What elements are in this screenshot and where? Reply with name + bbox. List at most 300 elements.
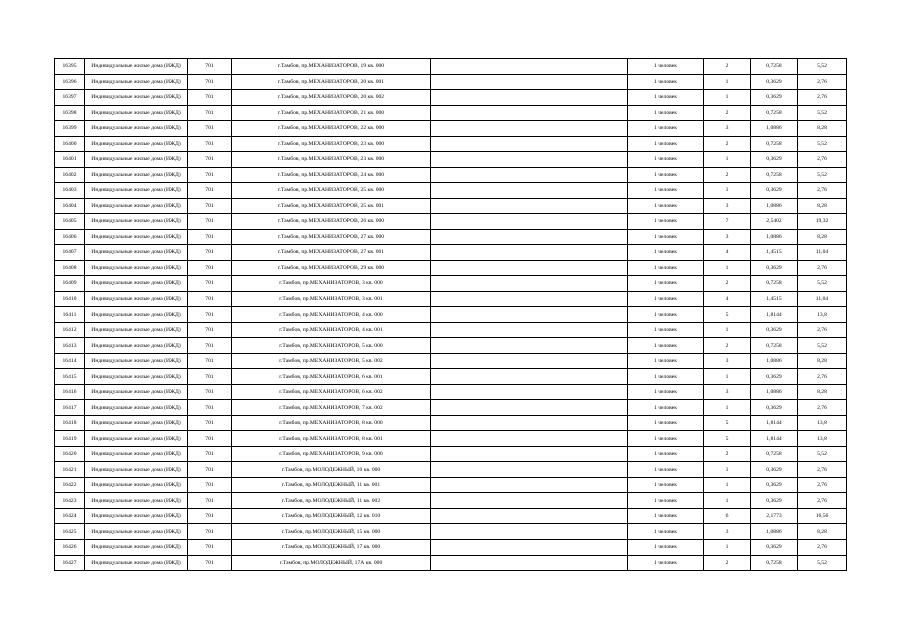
value-cell: 13,8: [798, 431, 847, 447]
address-cell: г.Тамбов, пр.МЕХАНИЗАТОРОВ, 3 кв. 001: [232, 291, 431, 307]
record-id-cell: 16395: [55, 59, 85, 75]
code-cell: 701: [188, 105, 232, 121]
table-row: [55, 322, 847, 338]
code-cell: 701: [188, 74, 232, 90]
address-cell: г.Тамбов, пр.МЕХАНИЗАТОРОВ, 29 кв. 000: [232, 260, 431, 276]
value-cell: 2,76: [798, 74, 847, 90]
value-cell: 13,8: [798, 307, 847, 323]
volume-cell: 0,3629: [751, 322, 798, 338]
value-cell: 2,76: [798, 369, 847, 385]
volume-cell: 1,8144: [751, 415, 798, 431]
record-id-cell: 16396: [55, 74, 85, 90]
table-row: [55, 214, 847, 230]
unit-cell: 1 человек: [628, 431, 704, 447]
unit-cell: 1 человек: [628, 384, 704, 400]
count-cell: 2: [704, 276, 751, 292]
volume-cell: 0,3629: [751, 493, 798, 509]
volume-cell: 1,0886: [751, 384, 798, 400]
code-cell: 701: [188, 59, 232, 75]
unit-cell: 1 человек: [628, 415, 704, 431]
code-cell: 701: [188, 260, 232, 276]
unit-cell: 1 человек: [628, 539, 704, 555]
table-row: [55, 276, 847, 292]
record-id-cell: 16407: [55, 245, 85, 261]
unit-cell: 1 человек: [628, 260, 704, 276]
count-cell: 4: [704, 245, 751, 261]
address-cell: г.Тамбов, пр.МЕХАНИЗАТОРОВ, 3 кв. 000: [232, 276, 431, 292]
record-id-cell: 16415: [55, 369, 85, 385]
address-cell: г.Тамбов, пр.МЕХАНИЗАТОРОВ, 27 кв. 000: [232, 229, 431, 245]
empty-cell: [431, 524, 628, 540]
value-cell: 8,28: [798, 229, 847, 245]
record-id-cell: 16400: [55, 136, 85, 152]
record-id-cell: 16413: [55, 338, 85, 354]
unit-cell: 1 человек: [628, 555, 704, 571]
value-cell: 2,76: [798, 322, 847, 338]
empty-cell: [431, 338, 628, 354]
building-type-cell: Индивидуальные жилые дома (ИЖД): [85, 59, 188, 75]
table-row: [55, 152, 847, 168]
count-cell: 2: [704, 105, 751, 121]
address-cell: г.Тамбов, пр.МЕХАНИЗАТОРОВ, 5 кв. 000: [232, 338, 431, 354]
empty-cell: [431, 74, 628, 90]
count-cell: 1: [704, 183, 751, 199]
address-cell: г.Тамбов, пр.МЕХАНИЗАТОРОВ, 21 кв. 000: [232, 105, 431, 121]
record-id-cell: 16398: [55, 105, 85, 121]
record-id-cell: 16418: [55, 415, 85, 431]
value-cell: 5,52: [798, 167, 847, 183]
volume-cell: 0,3629: [751, 369, 798, 385]
code-cell: 701: [188, 353, 232, 369]
count-cell: 5: [704, 415, 751, 431]
address-cell: г.Тамбов, пр.МЕХАНИЗАТОРОВ, 8 кв. 000: [232, 415, 431, 431]
record-id-cell: 16399: [55, 121, 85, 137]
address-cell: г.Тамбов, пр.МЕХАНИЗАТОРОВ, 8 кв. 001: [232, 431, 431, 447]
empty-cell: [431, 477, 628, 493]
code-cell: 701: [188, 198, 232, 214]
record-id-cell: 16405: [55, 214, 85, 230]
volume-cell: 0,3629: [751, 183, 798, 199]
building-type-cell: Индивидуальные жилые дома (ИЖД): [85, 384, 188, 400]
empty-cell: [431, 90, 628, 106]
record-id-cell: 16426: [55, 539, 85, 555]
code-cell: 701: [188, 400, 232, 416]
value-cell: 2,76: [798, 477, 847, 493]
value-cell: 2,76: [798, 539, 847, 555]
unit-cell: 1 человек: [628, 245, 704, 261]
count-cell: 5: [704, 431, 751, 447]
value-cell: 2,76: [798, 462, 847, 478]
code-cell: 701: [188, 338, 232, 354]
address-cell: г.Тамбов, пр.МЕХАНИЗАТОРОВ, 4 кв. 001: [232, 322, 431, 338]
building-type-cell: Индивидуальные жилые дома (ИЖД): [85, 90, 188, 106]
count-cell: 1: [704, 462, 751, 478]
code-cell: 701: [188, 121, 232, 137]
address-cell: г.Тамбов, пр.МЕХАНИЗАТОРОВ, 23 кв. 000: [232, 152, 431, 168]
empty-cell: [431, 214, 628, 230]
volume-cell: 1,0886: [751, 198, 798, 214]
table-row: [55, 121, 847, 137]
count-cell: 3: [704, 524, 751, 540]
value-cell: 11,04: [798, 245, 847, 261]
address-cell: г.Тамбов, пр.МЕХАНИЗАТОРОВ, 26 кв. 000: [232, 214, 431, 230]
volume-cell: 1,0886: [751, 524, 798, 540]
volume-cell: 0,3629: [751, 152, 798, 168]
address-cell: г.Тамбов, пр.МЕХАНИЗАТОРОВ, 23 кв. 000: [232, 136, 431, 152]
empty-cell: [431, 369, 628, 385]
address-cell: г.Тамбов, пр.МОЛОДЕЖНЫЙ, 11 кв. 001: [232, 477, 431, 493]
value-cell: 5,52: [798, 105, 847, 121]
count-cell: 2: [704, 167, 751, 183]
volume-cell: 0,7258: [751, 555, 798, 571]
unit-cell: 1 человек: [628, 74, 704, 90]
record-id-cell: 16412: [55, 322, 85, 338]
record-id-cell: 16419: [55, 431, 85, 447]
volume-cell: 1,0886: [751, 229, 798, 245]
address-cell: г.Тамбов, пр.МЕХАНИЗАТОРОВ, 20 кв. 002: [232, 90, 431, 106]
unit-cell: 1 человек: [628, 105, 704, 121]
code-cell: 701: [188, 214, 232, 230]
building-type-cell: Индивидуальные жилые дома (ИЖД): [85, 477, 188, 493]
code-cell: 701: [188, 446, 232, 462]
count-cell: 2: [704, 136, 751, 152]
table-row: [55, 369, 847, 385]
table-row: [55, 291, 847, 307]
count-cell: 3: [704, 384, 751, 400]
volume-cell: 0,7258: [751, 105, 798, 121]
table-row: [55, 539, 847, 555]
building-type-cell: Индивидуальные жилые дома (ИЖД): [85, 245, 188, 261]
value-cell: 8,28: [798, 384, 847, 400]
unit-cell: 1 человек: [628, 167, 704, 183]
building-type-cell: Индивидуальные жилые дома (ИЖД): [85, 322, 188, 338]
building-type-cell: Индивидуальные жилые дома (ИЖД): [85, 198, 188, 214]
table-row: [55, 493, 847, 509]
volume-cell: 1,4515: [751, 291, 798, 307]
count-cell: 2: [704, 555, 751, 571]
table-body: [55, 59, 847, 571]
table-row: [55, 198, 847, 214]
table-row: [55, 90, 847, 106]
building-type-cell: Индивидуальные жилые дома (ИЖД): [85, 136, 188, 152]
volume-cell: 0,7258: [751, 167, 798, 183]
code-cell: 701: [188, 384, 232, 400]
count-cell: 3: [704, 353, 751, 369]
unit-cell: 1 человек: [628, 493, 704, 509]
record-id-cell: 16424: [55, 508, 85, 524]
table-row: [55, 353, 847, 369]
empty-cell: [431, 136, 628, 152]
unit-cell: 1 человек: [628, 136, 704, 152]
count-cell: 1: [704, 477, 751, 493]
table-row: [55, 260, 847, 276]
value-cell: 19,32: [798, 214, 847, 230]
empty-cell: [431, 183, 628, 199]
table-row: [55, 183, 847, 199]
table-row: [55, 431, 847, 447]
building-type-cell: Индивидуальные жилые дома (ИЖД): [85, 260, 188, 276]
record-id-cell: 16406: [55, 229, 85, 245]
volume-cell: 2,1773: [751, 508, 798, 524]
empty-cell: [431, 353, 628, 369]
count-cell: 1: [704, 400, 751, 416]
volume-cell: 1,0886: [751, 121, 798, 137]
unit-cell: 1 человек: [628, 322, 704, 338]
count-cell: 5: [704, 307, 751, 323]
count-cell: 6: [704, 508, 751, 524]
address-cell: г.Тамбов, пр.МОЛОДЕЖНЫЙ, 11 кв. 002: [232, 493, 431, 509]
value-cell: 16,56: [798, 508, 847, 524]
record-id-cell: 16423: [55, 493, 85, 509]
value-cell: 8,28: [798, 353, 847, 369]
volume-cell: 1,8144: [751, 431, 798, 447]
code-cell: 701: [188, 152, 232, 168]
record-id-cell: 16403: [55, 183, 85, 199]
unit-cell: 1 человек: [628, 214, 704, 230]
table-row: [55, 229, 847, 245]
volume-cell: 1,8144: [751, 307, 798, 323]
address-cell: г.Тамбов, пр.МЕХАНИЗАТОРОВ, 24 кв. 000: [232, 167, 431, 183]
unit-cell: 1 человек: [628, 462, 704, 478]
code-cell: 701: [188, 508, 232, 524]
building-type-cell: Индивидуальные жилые дома (ИЖД): [85, 353, 188, 369]
code-cell: 701: [188, 539, 232, 555]
address-cell: г.Тамбов, пр.МЕХАНИЗАТОРОВ, 7 кв. 002: [232, 400, 431, 416]
unit-cell: 1 человек: [628, 524, 704, 540]
value-cell: 13,8: [798, 415, 847, 431]
value-cell: 5,52: [798, 59, 847, 75]
record-id-cell: 16421: [55, 462, 85, 478]
address-cell: г.Тамбов, пр.МЕХАНИЗАТОРОВ, 5 кв. 002: [232, 353, 431, 369]
value-cell: 8,28: [798, 198, 847, 214]
record-id-cell: 16425: [55, 524, 85, 540]
count-cell: 1: [704, 152, 751, 168]
code-cell: 701: [188, 322, 232, 338]
value-cell: 2,76: [798, 90, 847, 106]
table-row: [55, 555, 847, 571]
table-row: [55, 105, 847, 121]
empty-cell: [431, 167, 628, 183]
value-cell: 2,76: [798, 400, 847, 416]
empty-cell: [431, 555, 628, 571]
building-type-cell: Индивидуальные жилые дома (ИЖД): [85, 446, 188, 462]
empty-cell: [431, 539, 628, 555]
count-cell: 1: [704, 322, 751, 338]
table-row: [55, 307, 847, 323]
building-type-cell: Индивидуальные жилые дома (ИЖД): [85, 369, 188, 385]
building-type-cell: Индивидуальные жилые дома (ИЖД): [85, 555, 188, 571]
address-cell: г.Тамбов, пр.МЕХАНИЗАТОРОВ, 4 кв. 000: [232, 307, 431, 323]
unit-cell: 1 человек: [628, 508, 704, 524]
building-type-cell: Индивидуальные жилые дома (ИЖД): [85, 183, 188, 199]
unit-cell: 1 человек: [628, 59, 704, 75]
record-id-cell: 16417: [55, 400, 85, 416]
count-cell: 3: [704, 229, 751, 245]
address-cell: г.Тамбов, пр.МЕХАНИЗАТОРОВ, 22 кв. 000: [232, 121, 431, 137]
address-cell: г.Тамбов, пр.МЕХАНИЗАТОРОВ, 19 кв. 000: [232, 59, 431, 75]
code-cell: 701: [188, 369, 232, 385]
code-cell: 701: [188, 462, 232, 478]
address-cell: г.Тамбов, пр.МОЛОДЕЖНЫЙ, 10 кв. 000: [232, 462, 431, 478]
volume-cell: 0,3629: [751, 74, 798, 90]
record-id-cell: 16422: [55, 477, 85, 493]
code-cell: 701: [188, 493, 232, 509]
code-cell: 701: [188, 136, 232, 152]
empty-cell: [431, 431, 628, 447]
address-cell: г.Тамбов, пр.МЕХАНИЗАТОРОВ, 6 кв. 002: [232, 384, 431, 400]
building-type-cell: Индивидуальные жилые дома (ИЖД): [85, 276, 188, 292]
volume-cell: 0,3629: [751, 477, 798, 493]
value-cell: 2,76: [798, 260, 847, 276]
code-cell: 701: [188, 245, 232, 261]
building-type-cell: Индивидуальные жилые дома (ИЖД): [85, 152, 188, 168]
table-row: [55, 74, 847, 90]
count-cell: 2: [704, 446, 751, 462]
code-cell: 701: [188, 524, 232, 540]
volume-cell: 0,3629: [751, 462, 798, 478]
building-type-cell: Индивидуальные жилые дома (ИЖД): [85, 74, 188, 90]
table-row: [55, 524, 847, 540]
count-cell: 1: [704, 260, 751, 276]
empty-cell: [431, 384, 628, 400]
building-type-cell: Индивидуальные жилые дома (ИЖД): [85, 307, 188, 323]
value-cell: 8,28: [798, 121, 847, 137]
address-cell: г.Тамбов, пр.МОЛОДЕЖНЫЙ, 12 кв. 010: [232, 508, 431, 524]
record-id-cell: 16397: [55, 90, 85, 106]
unit-cell: 1 человек: [628, 400, 704, 416]
empty-cell: [431, 508, 628, 524]
empty-cell: [431, 105, 628, 121]
code-cell: 701: [188, 415, 232, 431]
volume-cell: 0,7258: [751, 338, 798, 354]
table-row: [55, 59, 847, 75]
volume-cell: 0,3629: [751, 260, 798, 276]
unit-cell: 1 человек: [628, 477, 704, 493]
building-type-cell: Индивидуальные жилые дома (ИЖД): [85, 338, 188, 354]
building-type-cell: Индивидуальные жилые дома (ИЖД): [85, 291, 188, 307]
address-cell: г.Тамбов, пр.МОЛОДЕЖНЫЙ, 15 кв. 000: [232, 524, 431, 540]
building-type-cell: Индивидуальные жилые дома (ИЖД): [85, 431, 188, 447]
code-cell: 701: [188, 431, 232, 447]
unit-cell: 1 человек: [628, 338, 704, 354]
count-cell: 3: [704, 121, 751, 137]
registry-table: [54, 58, 847, 571]
empty-cell: [431, 152, 628, 168]
volume-cell: 2,5402: [751, 214, 798, 230]
code-cell: 701: [188, 229, 232, 245]
count-cell: 1: [704, 539, 751, 555]
code-cell: 701: [188, 276, 232, 292]
record-id-cell: 16420: [55, 446, 85, 462]
address-cell: г.Тамбов, пр.МЕХАНИЗАТОРОВ, 6 кв. 001: [232, 369, 431, 385]
address-cell: г.Тамбов, пр.МЕХАНИЗАТОРОВ, 25 кв. 000: [232, 183, 431, 199]
unit-cell: 1 человек: [628, 229, 704, 245]
building-type-cell: Индивидуальные жилые дома (ИЖД): [85, 524, 188, 540]
record-id-cell: 16411: [55, 307, 85, 323]
empty-cell: [431, 307, 628, 323]
unit-cell: 1 человек: [628, 276, 704, 292]
table-row: [55, 384, 847, 400]
address-cell: г.Тамбов, пр.МЕХАНИЗАТОРОВ, 25 кв. 001: [232, 198, 431, 214]
record-id-cell: 16408: [55, 260, 85, 276]
empty-cell: [431, 59, 628, 75]
value-cell: 5,52: [798, 555, 847, 571]
empty-cell: [431, 493, 628, 509]
code-cell: 701: [188, 183, 232, 199]
unit-cell: 1 человек: [628, 307, 704, 323]
volume-cell: 1,0886: [751, 353, 798, 369]
building-type-cell: Индивидуальные жилые дома (ИЖД): [85, 229, 188, 245]
building-type-cell: Индивидуальные жилые дома (ИЖД): [85, 167, 188, 183]
building-type-cell: Индивидуальные жилые дома (ИЖД): [85, 214, 188, 230]
count-cell: 1: [704, 369, 751, 385]
empty-cell: [431, 245, 628, 261]
record-id-cell: 16402: [55, 167, 85, 183]
unit-cell: 1 человек: [628, 369, 704, 385]
address-cell: г.Тамбов, пр.МОЛОДЕЖНЫЙ, 17 кв. 000: [232, 539, 431, 555]
empty-cell: [431, 260, 628, 276]
value-cell: 5,52: [798, 136, 847, 152]
record-id-cell: 16409: [55, 276, 85, 292]
empty-cell: [431, 462, 628, 478]
building-type-cell: Индивидуальные жилые дома (ИЖД): [85, 415, 188, 431]
value-cell: 5,52: [798, 276, 847, 292]
unit-cell: 1 человек: [628, 121, 704, 137]
building-type-cell: Индивидуальные жилые дома (ИЖД): [85, 539, 188, 555]
volume-cell: 0,3629: [751, 400, 798, 416]
empty-cell: [431, 446, 628, 462]
code-cell: 701: [188, 307, 232, 323]
value-cell: 11,04: [798, 291, 847, 307]
building-type-cell: Индивидуальные жилые дома (ИЖД): [85, 400, 188, 416]
code-cell: 701: [188, 291, 232, 307]
unit-cell: 1 человек: [628, 152, 704, 168]
volume-cell: 0,7258: [751, 276, 798, 292]
building-type-cell: Индивидуальные жилые дома (ИЖД): [85, 105, 188, 121]
count-cell: 1: [704, 74, 751, 90]
count-cell: 7: [704, 214, 751, 230]
count-cell: 2: [704, 59, 751, 75]
empty-cell: [431, 276, 628, 292]
empty-cell: [431, 229, 628, 245]
record-id-cell: 16414: [55, 353, 85, 369]
count-cell: 3: [704, 198, 751, 214]
empty-cell: [431, 400, 628, 416]
unit-cell: 1 человек: [628, 291, 704, 307]
volume-cell: 0,7258: [751, 136, 798, 152]
table-row: [55, 446, 847, 462]
count-cell: 2: [704, 338, 751, 354]
unit-cell: 1 человек: [628, 353, 704, 369]
code-cell: 701: [188, 477, 232, 493]
count-cell: 1: [704, 493, 751, 509]
table-row: [55, 136, 847, 152]
table-row: [55, 400, 847, 416]
volume-cell: 0,7258: [751, 59, 798, 75]
unit-cell: 1 человек: [628, 198, 704, 214]
record-id-cell: 16416: [55, 384, 85, 400]
code-cell: 701: [188, 167, 232, 183]
unit-cell: 1 человек: [628, 183, 704, 199]
value-cell: 2,76: [798, 183, 847, 199]
address-cell: г.Тамбов, пр.МЕХАНИЗАТОРОВ, 27 кв. 001: [232, 245, 431, 261]
table-row: [55, 167, 847, 183]
empty-cell: [431, 291, 628, 307]
empty-cell: [431, 415, 628, 431]
building-type-cell: Индивидуальные жилые дома (ИЖД): [85, 493, 188, 509]
table-row: [55, 477, 847, 493]
table-row: [55, 245, 847, 261]
